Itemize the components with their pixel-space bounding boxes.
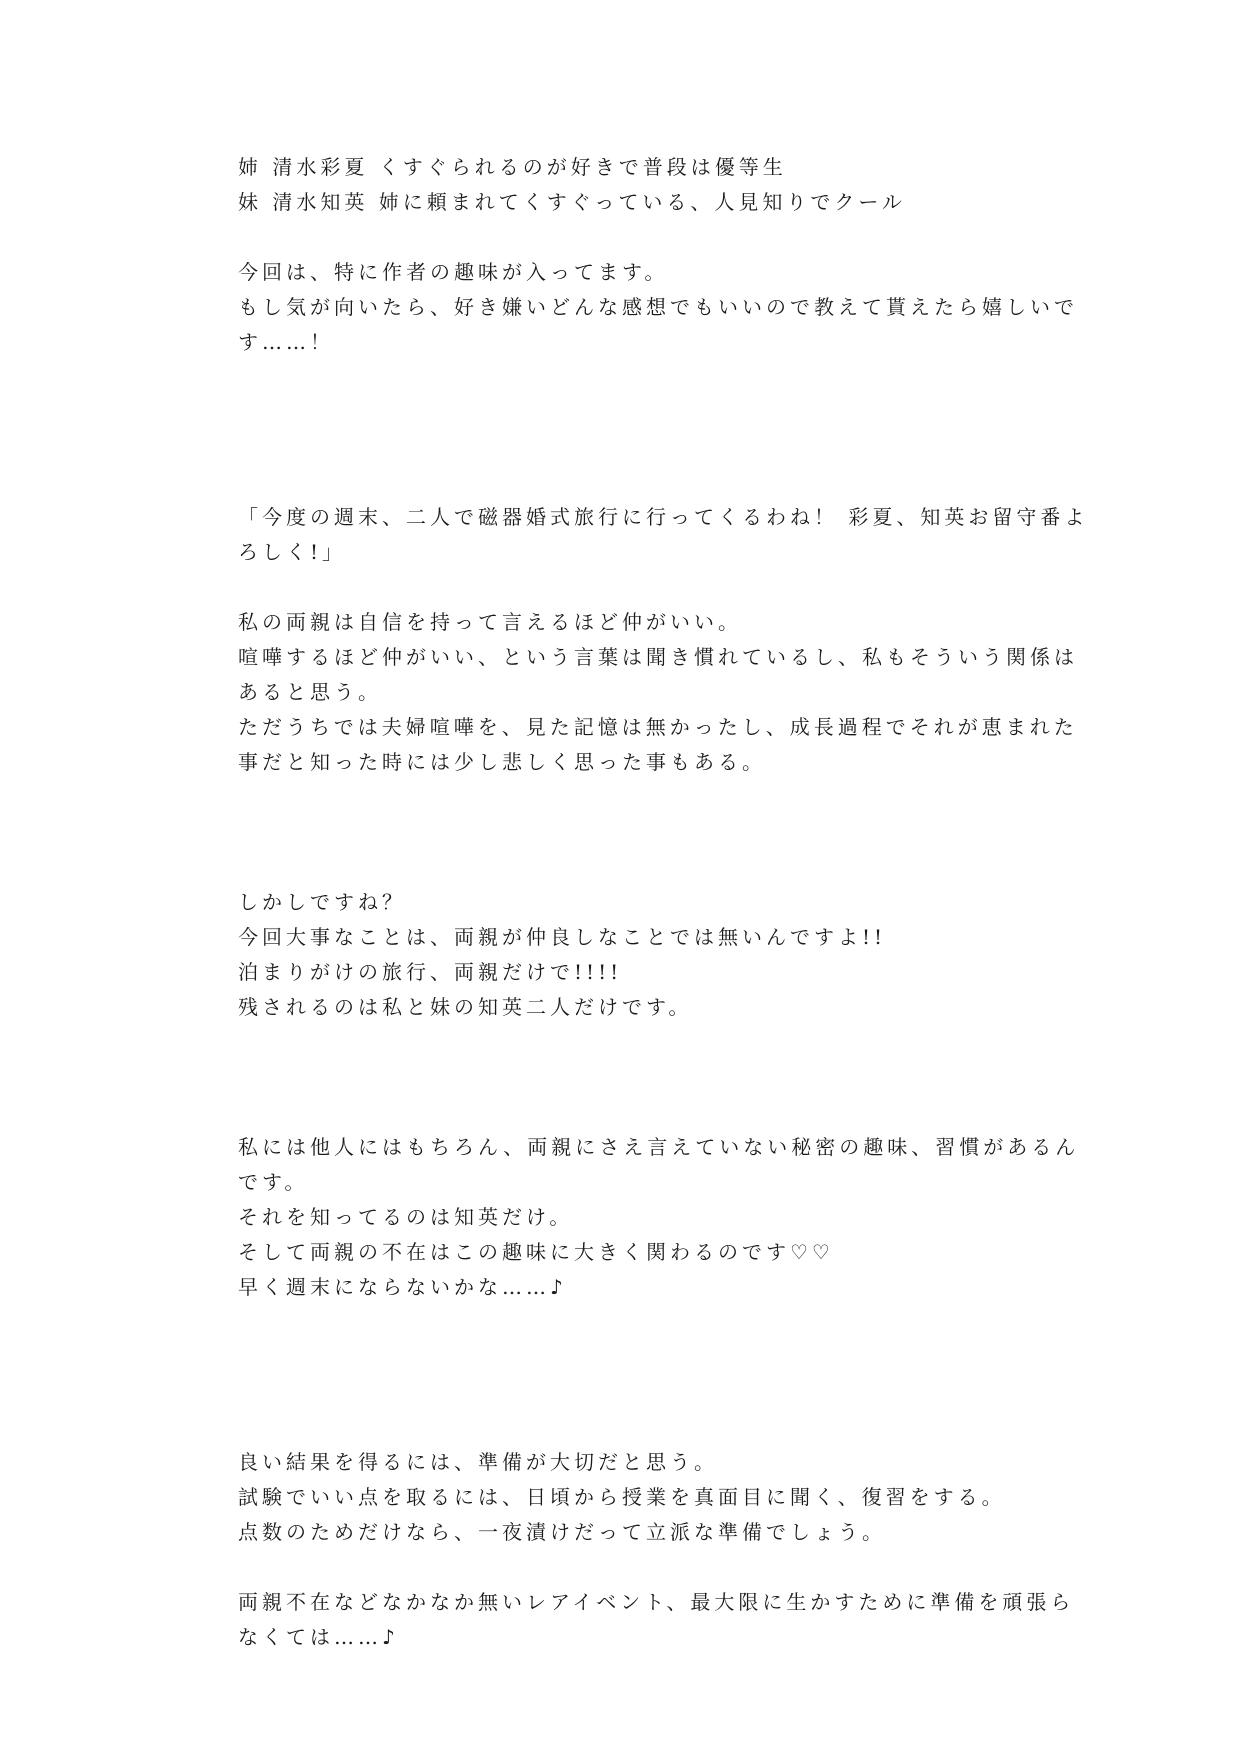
story-line: あると思う。 [238, 680, 382, 704]
story-line: ただうちでは夫婦喧嘩を、見た記憶は無かったし、成長過程でそれが恵まれた [238, 715, 1078, 739]
story-line: 泊まりがけの旅行、両親だけで!!!! [238, 960, 623, 984]
character-line-elder-sister: 姉 清水彩夏 くすぐられるのが好きで普段は優等生 [238, 155, 787, 179]
story-line: 良い結果を得るには、準備が大切だと思う。 [238, 1450, 718, 1474]
paragraph-gap [238, 220, 1018, 255]
story-line: 今回大事なことは、両親が仲良しなことでは無いんですよ!! [238, 925, 887, 949]
story-line: 両親不在などなかなか無いレアイベント、最大限に生かすために準備を頑張ら [238, 1590, 1075, 1614]
section-gap [238, 1025, 1018, 1130]
story-line: です。 [238, 1170, 309, 1194]
author-note-line: 今回は、特に作者の趣味が入ってます。 [238, 260, 669, 284]
section-gap [238, 1305, 1018, 1445]
story-line: ろしく!」 [238, 540, 347, 564]
story-line: それを知ってるのは知英だけ。 [238, 1205, 574, 1229]
paragraph-gap [238, 570, 1018, 605]
paragraph-gap [238, 1550, 1018, 1585]
story-line: 事だと知った時には少し悲しく思った事もある。 [238, 750, 766, 774]
author-note-line: もし気が向いたら、好き嫌いどんな感想でもいいので教えて貰えたら嬉しいで [238, 295, 1078, 319]
story-line: なくては……♪ [238, 1625, 399, 1649]
story-line: 喧嘩するほど仲がいい、という言葉は聞き慣れているし、私もそういう関係は [238, 645, 1078, 669]
story-line: 「今度の週末、二人で磁器婚式旅行に行ってくるわね！ 彩夏、知英お留守番よ [238, 505, 1089, 529]
story-line: 私の両親は自信を持って言えるほど仲がいい。 [238, 610, 742, 634]
author-note-line: す……！ [238, 330, 334, 354]
story-line: 早く週末にならないかな……♪ [238, 1275, 567, 1299]
section-gap [238, 780, 1018, 885]
story-line: 点数のためだけなら、一夜漬けだって立派な準備でしょう。 [238, 1520, 886, 1544]
story-line: しかしですね？ [238, 890, 406, 914]
story-line: そして両親の不在はこの趣味に大きく関わるのです♡♡ [238, 1240, 834, 1264]
story-line: 私には他人にはもちろん、両親にさえ言えていない秘密の趣味、習慣があるん [238, 1135, 1080, 1159]
document-body [238, 150, 1089, 1655]
section-gap [238, 360, 1018, 500]
character-line-younger-sister: 妹 清水知英 姉に頼まれてくすぐっている、人見知りでクール [238, 190, 906, 214]
story-line: 試験でいい点を取るには、日頃から授業を真面目に聞く、復習をする。 [238, 1485, 1006, 1509]
story-line: 残されるのは私と妹の知英二人だけです。 [238, 995, 693, 1019]
